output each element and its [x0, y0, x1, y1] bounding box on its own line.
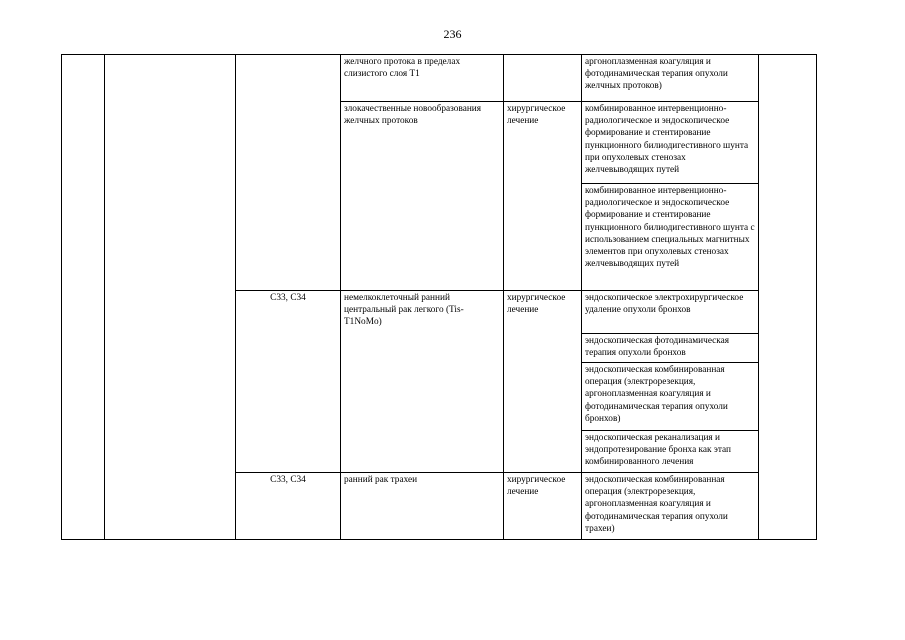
- code-cell: [236, 55, 341, 291]
- code-cell: С33, С34: [236, 473, 341, 540]
- method-cell: эндоскопическая реканализация и эндопротезирование бронха как этап комбинированного лечения: [582, 431, 759, 473]
- table-row: [62, 55, 817, 102]
- treatment-type-cell: [504, 55, 582, 102]
- column-7-cell: [759, 55, 817, 540]
- page-number: 236: [443, 27, 462, 41]
- method-cell: эндоскопическая комбинированная операция (электрорезекция, аргоноплазменная коагуляция и фотодинамическая терапия опухоли бронхов): [582, 363, 759, 431]
- diagnosis-cell: желчного протока в пределах слизистого слоя T1: [341, 55, 504, 102]
- column-1-cell: [62, 55, 105, 540]
- diagnosis-cell: ранний рак трахеи: [341, 473, 504, 540]
- method-cell: эндоскопическая фотодинамическая терапия опухоли бронхов: [582, 334, 759, 363]
- procedures-table: [61, 54, 817, 540]
- diagnosis-cell: злокачественные новообразования желчных протоков: [341, 102, 504, 291]
- diagnosis-cell: немелкоклеточный ранний центральный рак легкого (Tis-T1NoMo): [341, 291, 504, 473]
- method-cell: эндоскопическая комбинированная операция (электрорезекция, аргоноплазменная коагуляция и фотодинамическая терапия опухоли трахеи): [582, 473, 759, 540]
- treatment-type-cell: хирургическое лечение: [504, 291, 582, 473]
- method-cell: комбинированное интервенционно-радиологическое и эндоскопическое формирование и стентирование пункционного билиодигестивного шунта с использованием специальных магнитных элементов при опухолевых стенозах желчевыводящих путей: [582, 184, 759, 291]
- code-cell: С33, С34: [236, 291, 341, 473]
- method-cell: аргоноплазменная коагуляция и фотодинамическая терапия опухоли желчных протоков): [582, 55, 759, 102]
- method-cell: эндоскопическое электрохирургическое удаление опухоли бронхов: [582, 291, 759, 334]
- treatment-type-cell: хирургическое лечение: [504, 102, 582, 291]
- column-2-cell: [105, 55, 236, 540]
- method-cell: комбинированное интервенционно-радиологическое и эндоскопическое формирование и стентирование пункционного билиодигестивного шунта при опухолевых стенозах желчевыводящих путей: [582, 102, 759, 184]
- treatment-type-cell: хирургическое лечение: [504, 473, 582, 540]
